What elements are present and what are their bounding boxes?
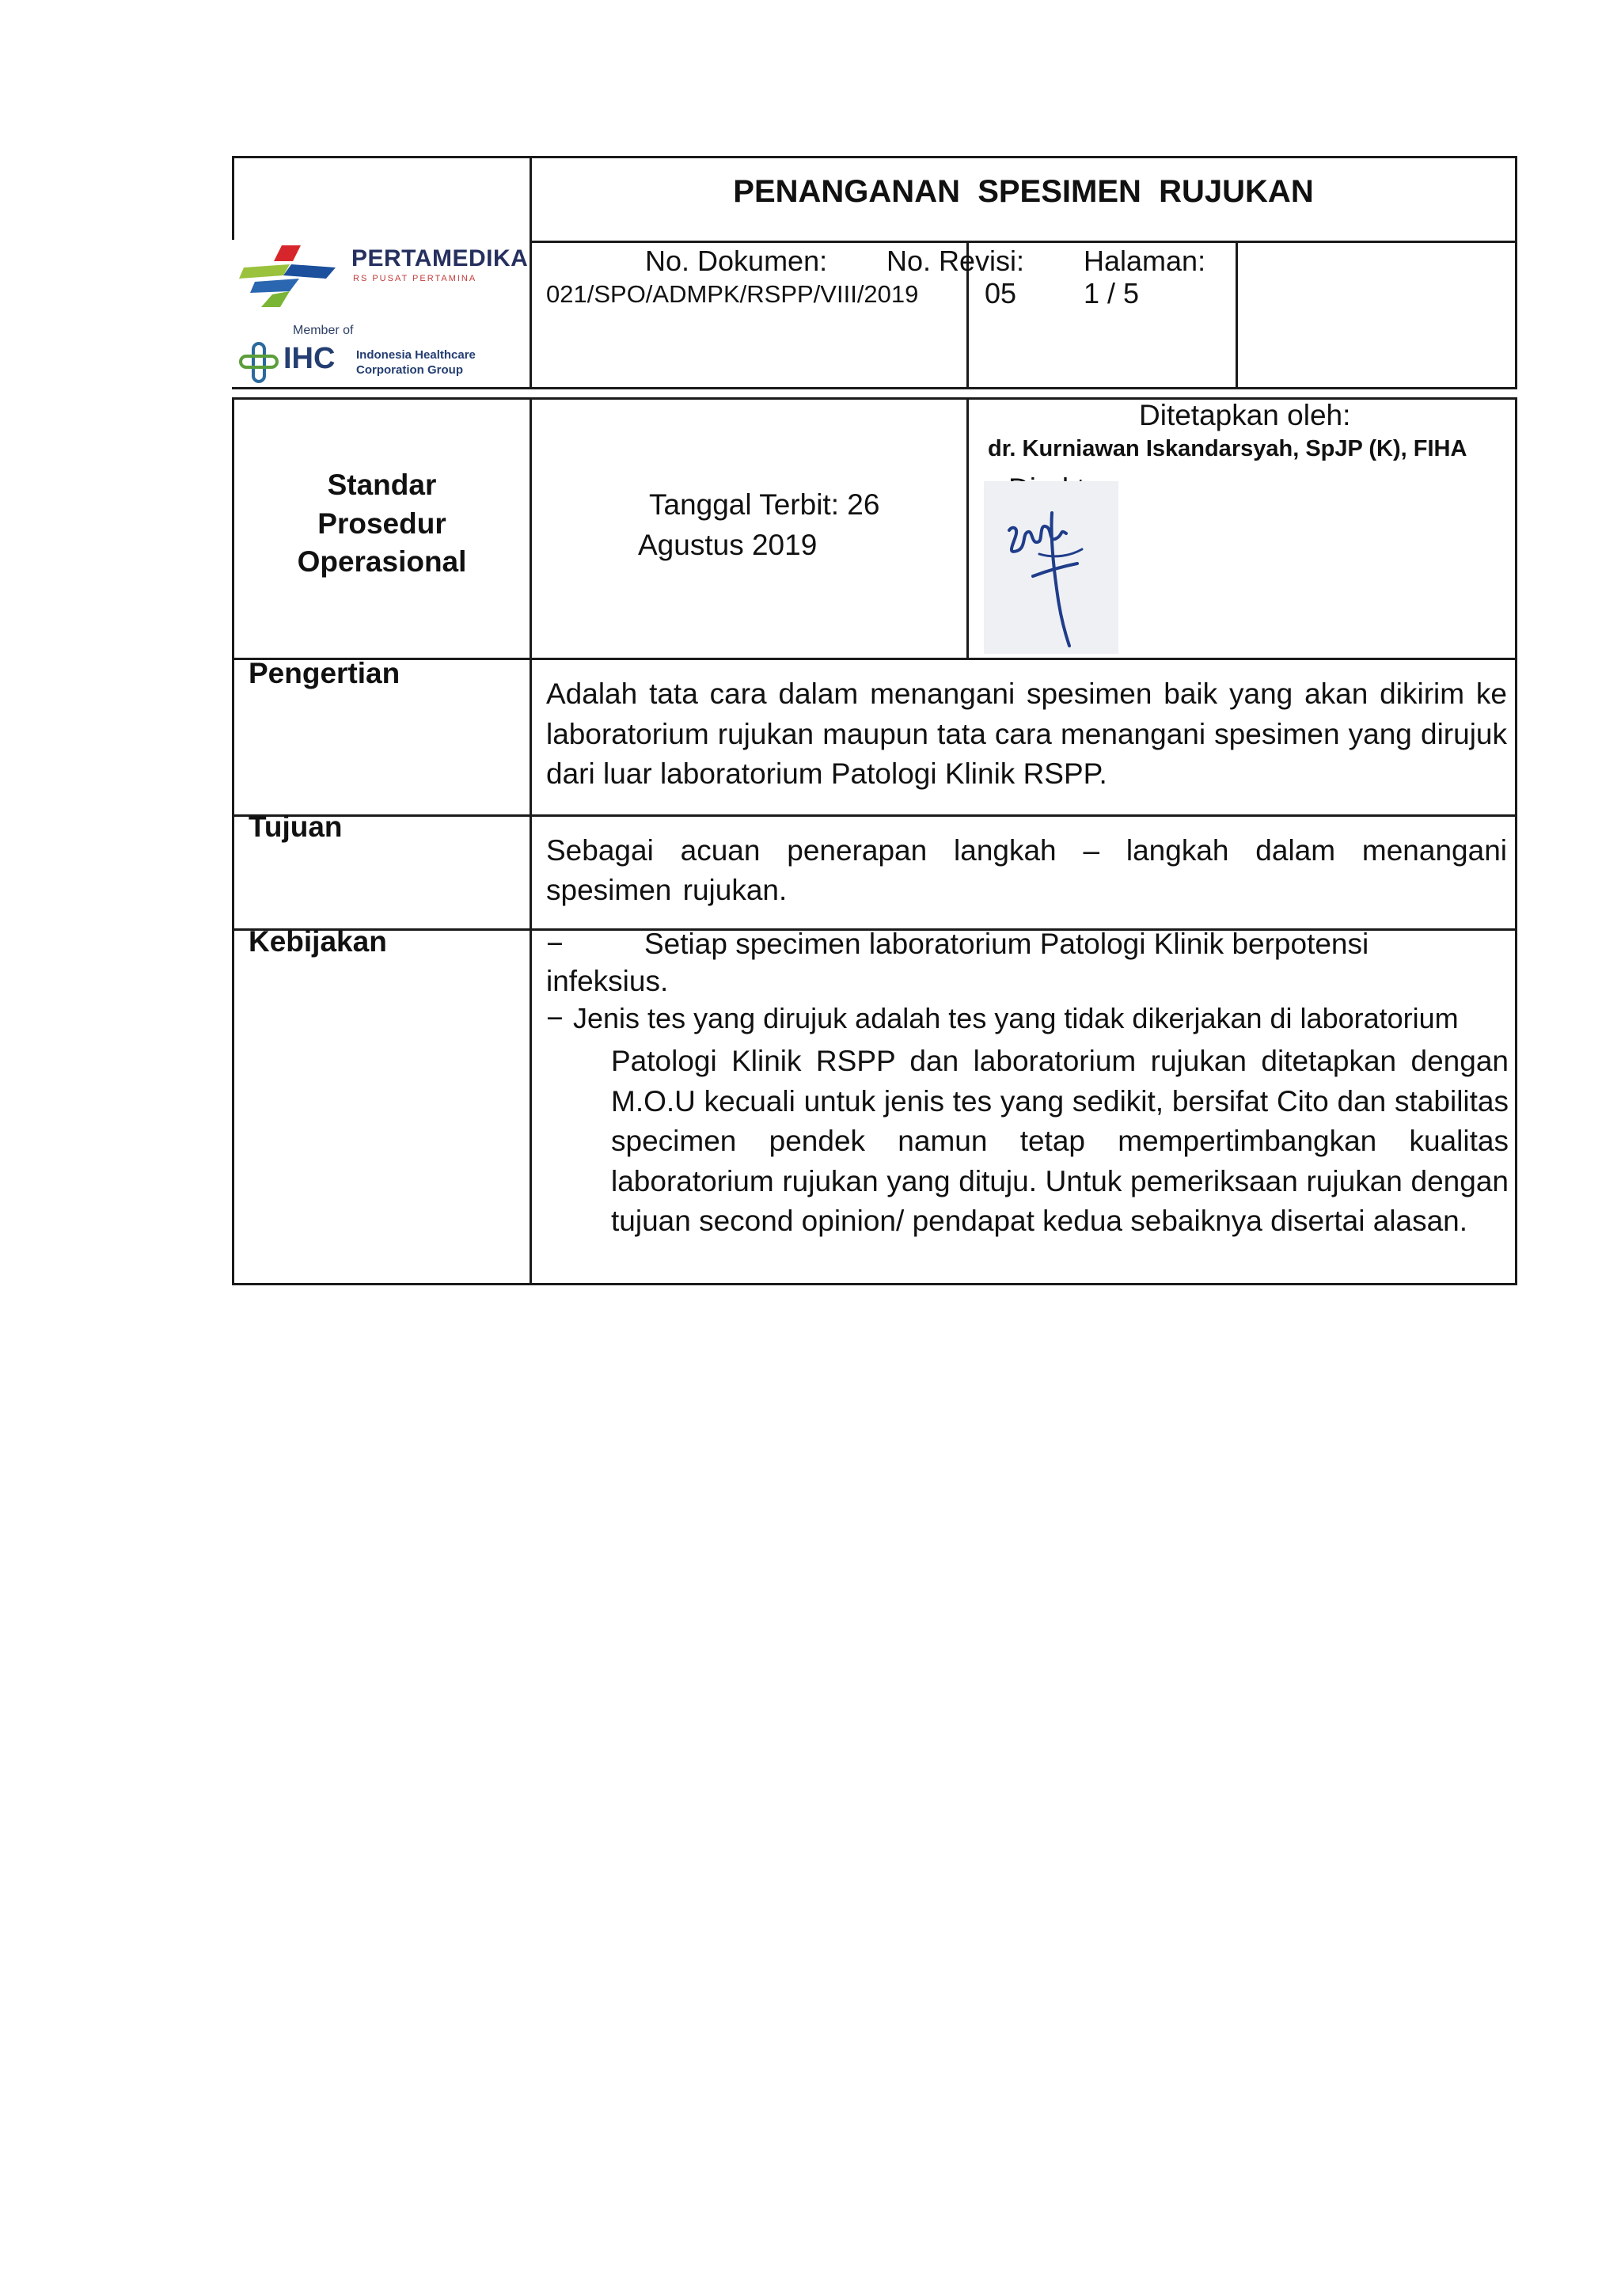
ihc-name-line1: Indonesia Healthcare (356, 348, 476, 362)
ihc-logo-text: IHC (283, 342, 336, 375)
signature-icon (984, 481, 1118, 654)
approver-name: dr. Kurniawan Iskandarsyah, SpJP (K), FIHA (988, 436, 1467, 461)
page-label: Halaman: (1084, 245, 1206, 277)
revision-label: No. Revisi: (886, 245, 1025, 277)
document-title: PENANGANAN SPESIMEN RUJUKAN (733, 174, 1314, 209)
issue-date-line2: Agustus 2019 (638, 529, 818, 561)
pertamedika-subtitle: RS PUSAT PERTAMINA (353, 274, 477, 283)
ihc-mark-icon (239, 340, 280, 385)
kebijakan-item2-rest: Patologi Klinik RSPP dan laboratorium rujukan ditetapkan dengan M.O.U kecuali untuk jenis tes yang sedikit, bersifat Cito dan stabilitas specimen pendek namun tetap mempertimbangkan kualitas laboratorium rujukan yang dituju. Untuk pemeriksaan rujukan dengan tujuan second opinion/ pendapat kedua sebaiknya disertai alasan. (611, 1045, 1509, 1237)
kebijakan-item1-line2: infeksius. (546, 965, 669, 997)
kebijakan-bullet-1: − (546, 928, 564, 960)
tujuan-text: Sebagai acuan penerapan langkah – langkah dalam menangani spesimen rujukan. (546, 834, 1507, 906)
kebijakan-item2-first: Jenis tes yang dirujuk adalah tes yang tidak dikerjakan di laboratorium (573, 1002, 1459, 1034)
pertamedika-logo (237, 239, 529, 386)
sop-type-line1: Standar (327, 469, 437, 501)
ihc-name-line2: Corporation Group (356, 363, 463, 377)
pengertian-label: Pengertian (249, 657, 401, 689)
kebijakan-bullet-2: − (546, 1002, 564, 1034)
issue-date-line1: Tanggal Terbit: 26 (649, 488, 880, 521)
pertamedika-mark-icon (237, 244, 340, 309)
approved-by-label: Ditetapkan oleh: (1139, 399, 1351, 431)
member-of-label: Member of (293, 324, 354, 337)
sop-type-line2: Prosedur (317, 507, 446, 540)
doc-number-value: 021/SPO/ADMPK/RSPP/VIII/2019 (546, 280, 919, 308)
page-value: 1 / 5 (1084, 277, 1140, 309)
kebijakan-label: Kebijakan (249, 925, 387, 958)
tujuan-label: Tujuan (249, 810, 343, 843)
sop-type-line3: Operasional (297, 545, 467, 578)
signature-image (984, 481, 1118, 654)
pengertian-text: Adalah tata cara dalam menangani spesimen baik yang akan dikirim ke laboratorium rujukan maupun tata cara menangani spesimen yang dirujuk dari luar laboratorium Patologi Klinik RSPP. (546, 677, 1507, 790)
pertamedika-brand: PERTAMEDIKA (351, 245, 529, 271)
revision-value: 05 (985, 277, 1017, 309)
doc-number-label: No. Dokumen: (645, 245, 828, 277)
kebijakan-item1-line1: Setiap specimen laboratorium Patologi Klinik berpotensi (644, 928, 1369, 960)
